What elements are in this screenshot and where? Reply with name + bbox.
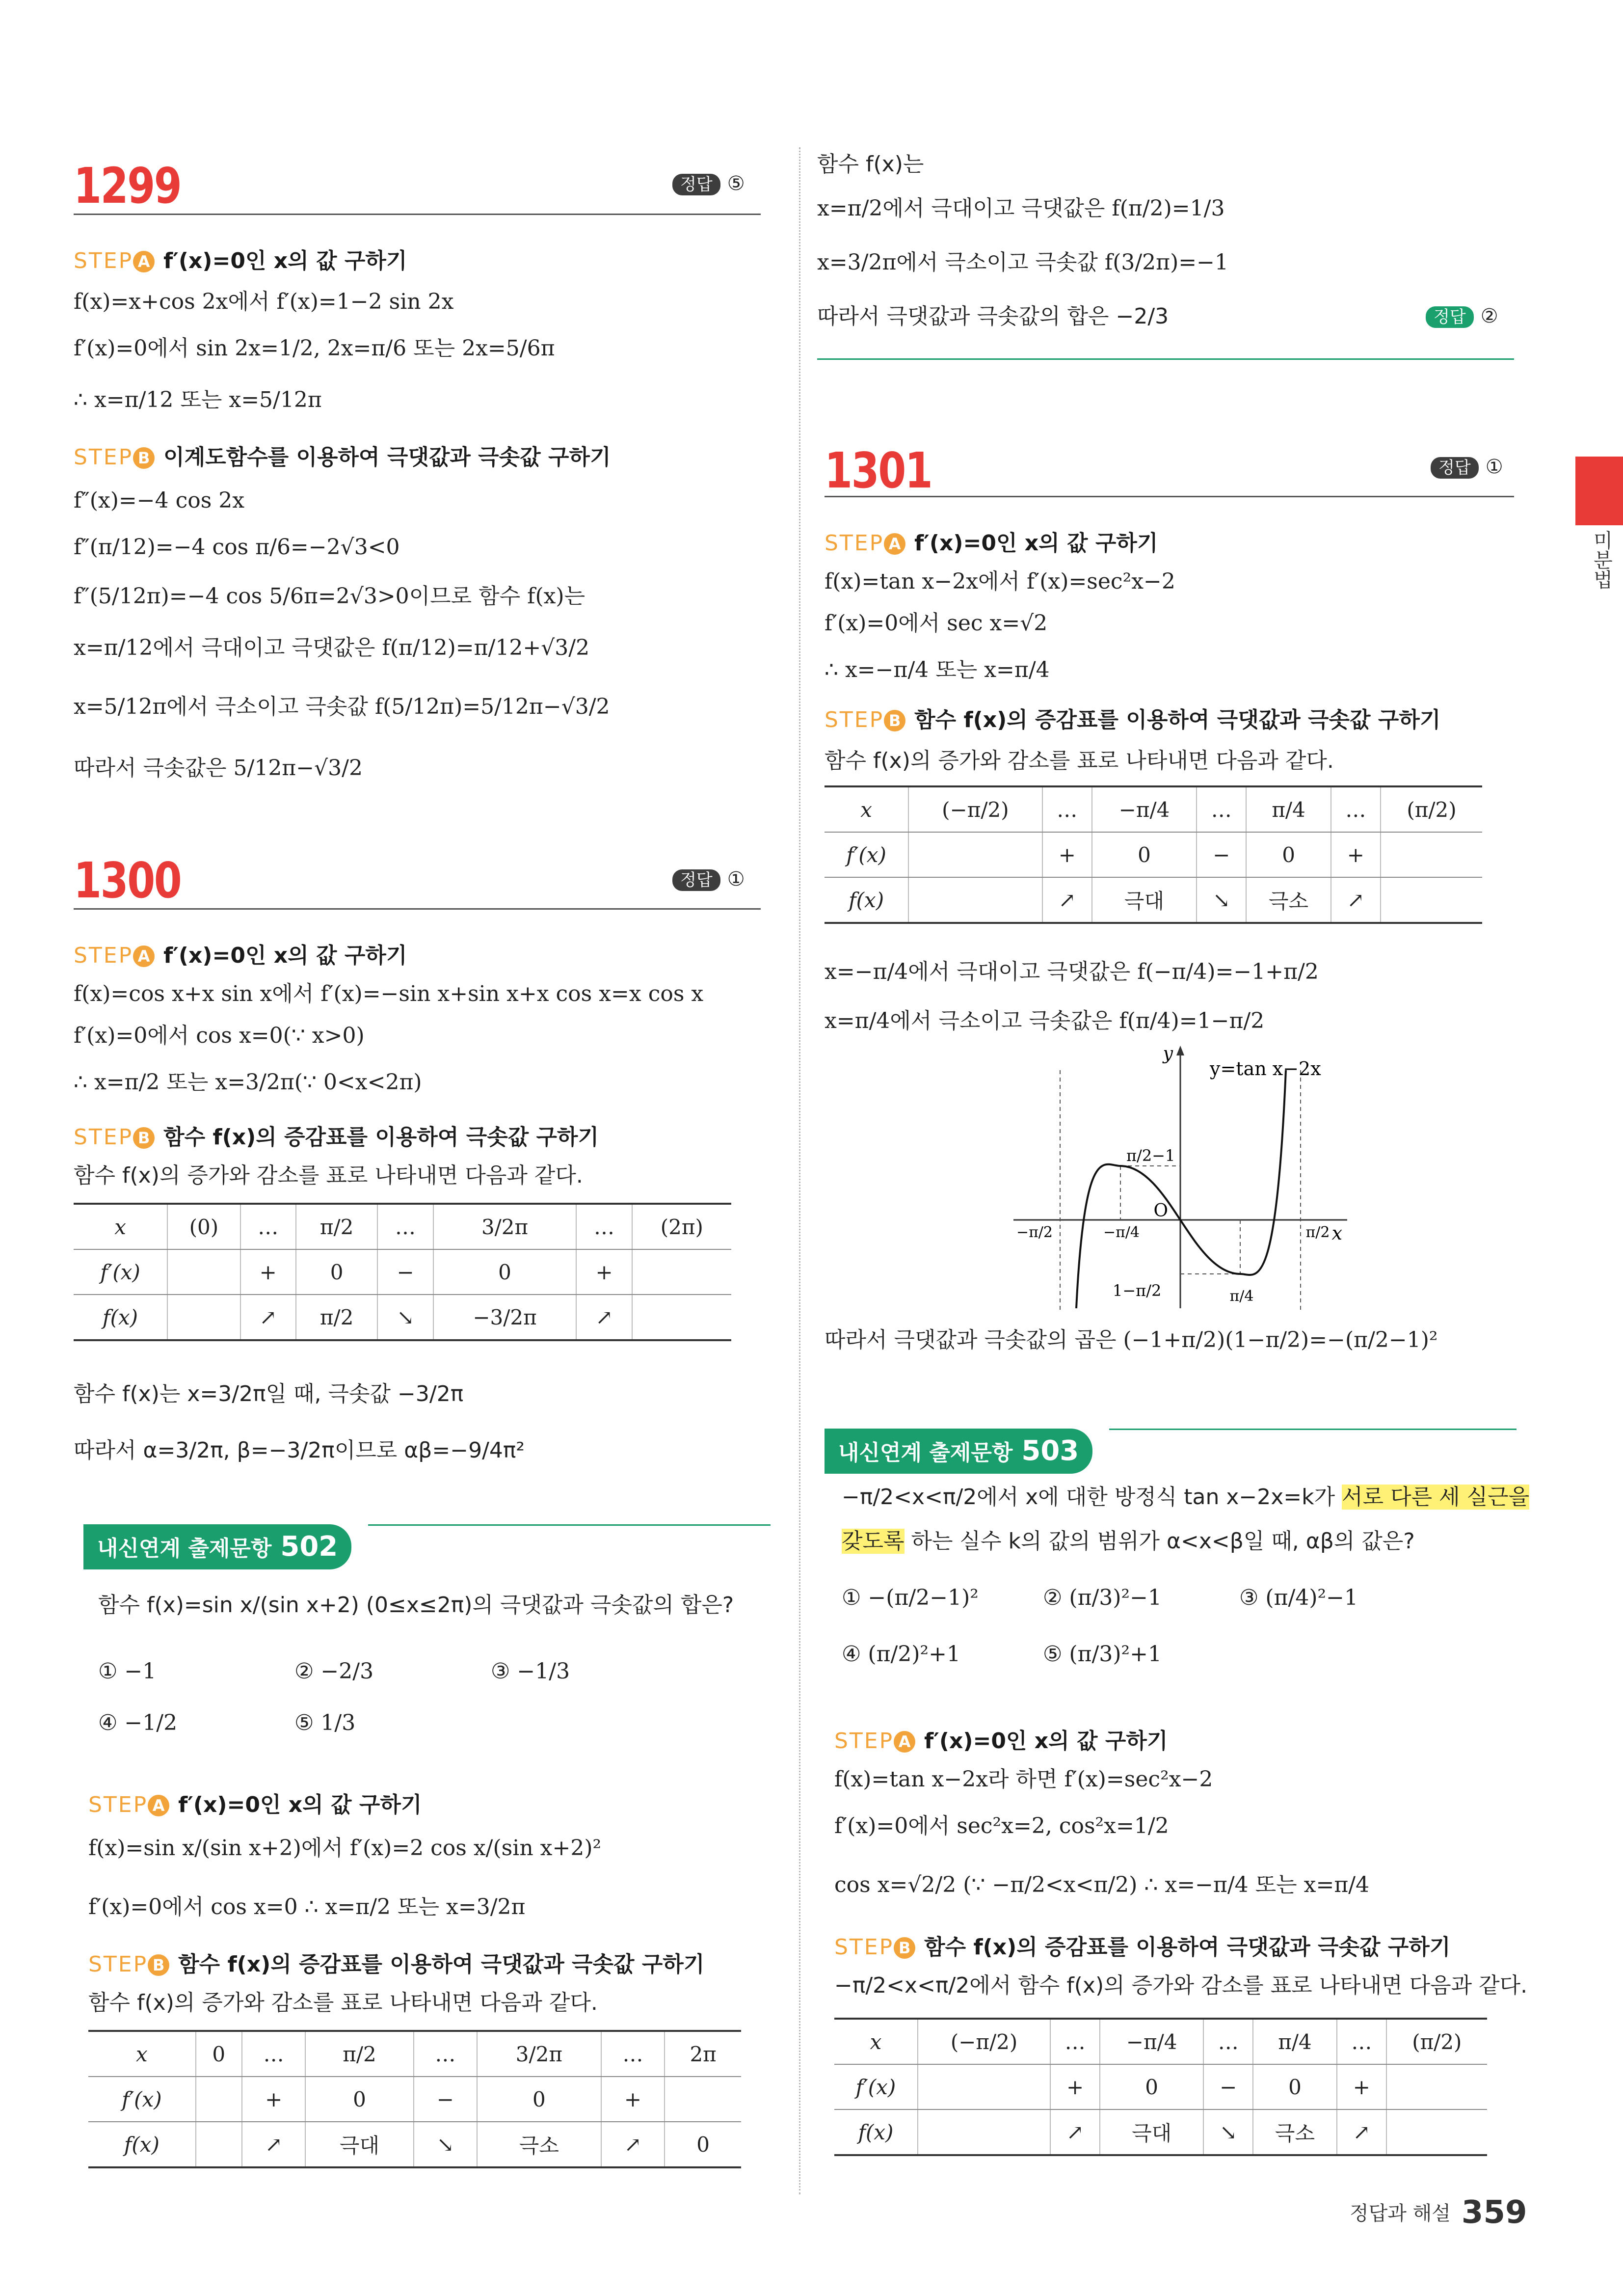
table-cell: − (1203, 2064, 1253, 2109)
step-b-marker: B (133, 447, 155, 469)
solution-line: f′(x)=0에서 sec x=√2 (825, 611, 1048, 636)
table-row (834, 2109, 1487, 2155)
table-cell: + (601, 2077, 665, 2122)
step-a-marker: A (894, 1731, 915, 1753)
question-part: −π/2<x<π/2에서 x에 대한 방정식 tan x−2x=k가 (842, 1485, 1342, 1510)
step-title: 함수 f(x)의 증감표를 이용하여 극댓값과 극솟값 구하기 (178, 1952, 705, 1977)
step-b-marker: B (148, 1954, 169, 1976)
variation-table (825, 785, 1482, 924)
tick-neg-half-pi: −π/2 (1016, 1224, 1053, 1241)
footer-label: 정답과 해설 (1350, 2202, 1451, 2225)
table-cell (167, 1295, 240, 1340)
function-graph (1004, 1041, 1347, 1316)
table-cell: 0 (1246, 832, 1330, 877)
table-row-header: f′(x) (74, 1249, 167, 1295)
choice-3: ③ (π/4)²−1 (1239, 1585, 1358, 1610)
y-axis-arrow (1176, 1046, 1184, 1055)
table-cell: 0 (1253, 2064, 1337, 2109)
solution-line: f(x)=sin x/(sin x+2)에서 f′(x)=2 cos x/(sin x+2)² (88, 1836, 602, 1861)
table-cell: … (242, 2031, 306, 2077)
table-cell: … (1331, 786, 1381, 832)
step-title: 함수 f(x)의 증감표를 이용하여 극댓값과 극솟값 구하기 (914, 707, 1441, 732)
table-intro: 함수 f(x)의 증가와 감소를 표로 나타내면 다음과 같다. (88, 1990, 598, 2015)
table-cell (1381, 877, 1482, 923)
table-cell: 극대 (1100, 2109, 1203, 2155)
choice-4: ④ −1/2 (98, 1710, 178, 1735)
step-title: 함수 f(x)의 증감표를 이용하여 극댓값과 극솟값 구하기 (924, 1935, 1451, 1960)
table-cell (1381, 832, 1482, 877)
step-word: STEP (834, 1935, 894, 1960)
page-footer (1350, 2194, 1527, 2231)
solution-line: f″(x)=−4 cos 2x (74, 488, 245, 513)
table-cell: … (601, 2031, 665, 2077)
table-cell: − (1197, 832, 1246, 877)
y-axis-label: y (1163, 1044, 1173, 1064)
table-cell (196, 2077, 242, 2122)
answer-badge-label: 정답 (672, 869, 720, 891)
choice-2: ② −2/3 (294, 1659, 374, 1684)
solution-line: x=π/12에서 극대이고 극댓값은 f(π/12)=π/12+√3/2 (74, 635, 590, 660)
table-cell: 극소 (1246, 877, 1330, 923)
choice-4: ④ (π/2)²+1 (842, 1642, 960, 1667)
step-a-marker: A (148, 1795, 169, 1816)
solution-line: x=3/2π에서 극소이고 극솟값 f(3/2π)=−1 (817, 250, 1228, 275)
min-value-label: 1−π/2 (1113, 1281, 1162, 1300)
table-cell: −3/2π (433, 1295, 577, 1340)
solution-line: f′(x)=0에서 cos x=0 ∴ x=π/2 또는 x=3/2π (88, 1894, 526, 1919)
solution-line: x=π/2에서 극대이고 극댓값은 f(π/2)=1/3 (817, 196, 1225, 221)
table-cell: 0 (296, 1249, 378, 1295)
solution-line: ∴ x=π/2 또는 x=3/2π(∵ 0<x<2π) (74, 1070, 422, 1095)
banner-label: 내신연계 출제문항 (838, 1440, 1013, 1465)
answer-badge-label: 정답 (1426, 306, 1474, 328)
table-cell (1386, 2109, 1487, 2155)
table-cell: 3/2π (477, 2031, 601, 2077)
column-divider (799, 147, 800, 2194)
table-cell: … (414, 2031, 478, 2077)
table-row (74, 1204, 731, 1249)
table-cell: −π/4 (1100, 2019, 1203, 2064)
step-word: STEP (74, 1125, 133, 1150)
step-title: f′(x)=0인 x의 값 구하기 (924, 1729, 1168, 1754)
tick-quarter-pi: π/4 (1229, 1288, 1254, 1305)
table-cell: + (1337, 2064, 1386, 2109)
table-row (88, 2122, 741, 2167)
tick-neg-quarter-pi: −π/4 (1103, 1224, 1140, 1241)
table-row-header: x (74, 1204, 167, 1249)
table-row-header: f′(x) (834, 2064, 918, 2109)
table-cell: 3/2π (433, 1204, 577, 1249)
solution-line: f″(5/12π)=−4 cos 5/6π=2√3>0이므로 함수 f(x)는 (74, 584, 585, 609)
table-cell: + (576, 1249, 632, 1295)
table-cell: ↘ (1203, 2109, 1253, 2155)
table-row (834, 2064, 1487, 2109)
table-row (88, 2077, 741, 2122)
step-word: STEP (88, 1952, 148, 1977)
table-cell: … (1050, 2019, 1100, 2064)
table-row-header: x (825, 786, 908, 832)
problem-rule (825, 496, 1514, 497)
table-cell: − (414, 2077, 478, 2122)
table-cell (908, 832, 1042, 877)
table-row-header: f(x) (88, 2122, 196, 2167)
solution-line: f″(π/12)=−4 cos π/6=−2√3<0 (74, 535, 400, 560)
table-row-header: f′(x) (88, 2077, 196, 2122)
step-b-heading (88, 1946, 704, 1978)
table-cell (918, 2064, 1050, 2109)
solution-line: x=π/4에서 극소이고 극솟값은 f(π/4)=1−π/2 (825, 1008, 1265, 1033)
table-cell: π/4 (1253, 2019, 1337, 2064)
table-cell: (2π) (632, 1204, 731, 1249)
table-cell: π/2 (296, 1204, 378, 1249)
table-cell: … (240, 1204, 296, 1249)
solution-line: 따라서 극솟값은 5/12π−√3/2 (74, 756, 363, 781)
table-cell: … (1203, 2019, 1253, 2064)
choice-5: ⑤ 1/3 (294, 1710, 356, 1735)
step-title: f′(x)=0인 x의 값 구하기 (163, 943, 407, 968)
solution-line: 따라서 α=3/2π, β=−3/2π이므로 αβ=−9/4π² (74, 1438, 525, 1463)
chapter-tab (1575, 457, 1623, 525)
choice-1: ① −(π/2−1)² (842, 1585, 979, 1610)
banner-number: 502 (280, 1531, 338, 1563)
table-cell: ↘ (414, 2122, 478, 2167)
variation-table (74, 1203, 731, 1341)
step-word: STEP (825, 707, 884, 732)
banner-number: 503 (1021, 1435, 1079, 1467)
problem-number: 1301 (825, 442, 932, 499)
curve-label: y=tan x−2x (1210, 1058, 1321, 1080)
problem-number: 1299 (74, 157, 181, 215)
step-a-heading (834, 1723, 1168, 1755)
table-cell: π/2 (296, 1295, 378, 1340)
table-cell: π/4 (1246, 786, 1330, 832)
step-title: 이계도함수를 이용하여 극댓값과 극솟값 구하기 (163, 445, 611, 470)
step-a-marker: A (133, 251, 155, 272)
solution-line: f′(x)=0에서 sin 2x=1/2, 2x=π/6 또는 2x=5/6π (74, 336, 555, 361)
solution-line: f′(x)=0에서 cos x=0(∵ x>0) (74, 1023, 365, 1048)
answer-badge (1431, 454, 1503, 478)
table-cell: (−π/2) (918, 2019, 1050, 2064)
step-a-marker: A (133, 945, 155, 967)
table-row (825, 786, 1482, 832)
answer-badge-value: ② (1480, 305, 1498, 327)
solution-line: 따라서 극댓값과 극솟값의 합은 −2/3 (817, 304, 1169, 329)
table-cell (632, 1249, 731, 1295)
table-cell: π/2 (305, 2031, 413, 2077)
table-cell (632, 1295, 731, 1340)
solution-line: ∴ x=π/12 또는 x=5/12π (74, 387, 322, 412)
table-cell: − (377, 1249, 433, 1295)
answer-badge-value: ① (727, 868, 745, 891)
table-row (825, 877, 1482, 923)
table-cell: 극대 (305, 2122, 413, 2167)
step-b-heading (825, 702, 1440, 733)
table-cell: 0 (305, 2077, 413, 2122)
table-row (88, 2031, 741, 2077)
table-cell: ↗ (1331, 877, 1381, 923)
step-b-marker: B (884, 710, 905, 731)
table-cell (908, 877, 1042, 923)
table-cell: (0) (167, 1204, 240, 1249)
answer-badge-label: 정답 (672, 174, 720, 195)
choice-1: ① −1 (98, 1659, 157, 1684)
choice-2: ② (π/3)²−1 (1043, 1585, 1162, 1610)
linked-question-banner (825, 1429, 1092, 1474)
solution-line: f(x)=x+cos 2x에서 f′(x)=1−2 sin 2x (74, 289, 454, 314)
table-cell: + (240, 1249, 296, 1295)
max-value-label: π/2−1 (1126, 1146, 1175, 1165)
problem-rule (74, 214, 761, 215)
step-word: STEP (74, 445, 133, 470)
answer-badge (672, 171, 745, 195)
table-cell: ↘ (1197, 877, 1246, 923)
step-a-heading (825, 525, 1158, 557)
solution-line: ∴ x=−π/4 또는 x=π/4 (825, 657, 1050, 682)
step-word: STEP (88, 1792, 148, 1817)
table-cell: + (1042, 832, 1092, 877)
step-b-marker: B (133, 1127, 155, 1149)
table-row-header: f(x) (74, 1295, 167, 1340)
step-b-heading (74, 1119, 599, 1151)
table-cell: 0 (196, 2031, 242, 2077)
table-cell: … (1042, 786, 1092, 832)
answer-badge-value: ① (1485, 456, 1503, 478)
step-b-heading (834, 1929, 1450, 1961)
table-cell (167, 1249, 240, 1295)
table-cell: ↗ (1050, 2109, 1100, 2155)
table-cell: … (1197, 786, 1246, 832)
answer-badge (1426, 303, 1498, 327)
solution-line: f(x)=tan x−2x라 하면 f′(x)=sec²x−2 (834, 1767, 1213, 1792)
step-title: 함수 f(x)의 증감표를 이용하여 극솟값 구하기 (163, 1125, 599, 1150)
table-cell: 0 (433, 1249, 577, 1295)
table-cell: 극소 (1253, 2109, 1337, 2155)
table-cell: (−π/2) (908, 786, 1042, 832)
table-intro: 함수 f(x)의 증가와 감소를 표로 나타내면 다음과 같다. (74, 1163, 583, 1188)
table-cell: ↗ (1337, 2109, 1386, 2155)
table-row (825, 832, 1482, 877)
solution-line: f(x)=cos x+x sin x에서 f′(x)=−sin x+sin x+x cos x=x cos x (74, 981, 704, 1006)
question-text (842, 1483, 1529, 1512)
step-a-marker: A (884, 533, 905, 555)
step-a-heading (88, 1787, 422, 1818)
solution-line: cos x=√2/2 (∵ −π/2<x<π/2) ∴ x=−π/4 또는 x=π/4 (834, 1872, 1370, 1897)
table-cell: 0 (477, 2077, 601, 2122)
step-a-heading (74, 243, 407, 274)
table-cell: ↗ (576, 1295, 632, 1340)
table-cell: + (1050, 2064, 1100, 2109)
table-row-header: x (834, 2019, 918, 2064)
problem-rule (74, 908, 761, 910)
table-cell: 극대 (1092, 877, 1197, 923)
table-cell: 극소 (477, 2122, 601, 2167)
problem-number: 1300 (74, 852, 181, 909)
solution-line: 따라서 극댓값과 극솟값의 곱은 (−1+π/2)(1−π/2)=−(π/2−1)² (825, 1327, 1438, 1352)
variation-table (88, 2030, 741, 2168)
choice-5: ⑤ (π/3)²+1 (1043, 1642, 1162, 1667)
answer-badge-label: 정답 (1431, 457, 1479, 479)
table-cell: ↗ (240, 1295, 296, 1340)
table-row-header: f′(x) (825, 832, 908, 877)
table-cell (1386, 2064, 1487, 2109)
solution-line: 함수 f(x)는 (817, 152, 924, 177)
solution-line: x=5/12π에서 극소이고 극솟값 f(5/12π)=5/12π−√3/2 (74, 694, 610, 719)
x-axis-label: x (1331, 1222, 1342, 1244)
table-row-header: x (88, 2031, 196, 2077)
step-title: f′(x)=0인 x의 값 구하기 (914, 531, 1158, 556)
table-cell: 2π (665, 2031, 741, 2077)
table-cell: ↗ (601, 2122, 665, 2167)
linked-question-banner (83, 1524, 351, 1569)
solution-line: f′(x)=0에서 sec²x=2, cos²x=1/2 (834, 1813, 1169, 1838)
answer-badge (672, 866, 745, 891)
banner-rule (368, 1524, 771, 1526)
banner-rule (1109, 1429, 1517, 1430)
table-cell: … (576, 1204, 632, 1249)
step-word: STEP (74, 248, 133, 273)
variation-table (834, 2018, 1487, 2156)
table-row-header: f(x) (825, 877, 908, 923)
step-b-marker: B (894, 1937, 915, 1959)
solution-line: x=−π/4에서 극대이고 극댓값은 f(−π/4)=−1+π/2 (825, 959, 1319, 984)
table-cell: … (377, 1204, 433, 1249)
section-rule (817, 358, 1514, 360)
table-intro: 함수 f(x)의 증가와 감소를 표로 나타내면 다음과 같다. (825, 748, 1334, 773)
step-word: STEP (834, 1729, 894, 1754)
step-a-heading (74, 938, 407, 969)
table-cell (665, 2077, 741, 2122)
solution-line: 함수 f(x)는 x=3/2π일 때, 극솟값 −3/2π (74, 1381, 464, 1406)
question-highlight: 갖도록 (842, 1529, 905, 1554)
step-b-heading (74, 439, 611, 471)
answer-badge-value: ⑤ (727, 172, 745, 195)
table-row (74, 1295, 731, 1340)
question-part: 하는 실수 k의 값의 범위가 α<x<β일 때, αβ의 값은? (904, 1529, 1415, 1554)
origin-label: O (1153, 1201, 1168, 1221)
table-cell: (π/2) (1386, 2019, 1487, 2064)
step-title: f′(x)=0인 x의 값 구하기 (178, 1792, 422, 1817)
question-text-cont (842, 1527, 1415, 1556)
table-cell: … (1337, 2019, 1386, 2064)
table-cell (918, 2109, 1050, 2155)
table-row (74, 1249, 731, 1295)
solution-line: f(x)=tan x−2x에서 f′(x)=sec²x−2 (825, 569, 1175, 594)
table-cell: + (1331, 832, 1381, 877)
table-cell: + (242, 2077, 306, 2122)
tick-half-pi: π/2 (1305, 1224, 1330, 1241)
choice-3: ③ −1/3 (491, 1659, 570, 1684)
table-intro: −π/2<x<π/2에서 함수 f(x)의 증가와 감소를 표로 나타내면 다음과 같다. (834, 1973, 1528, 1998)
table-cell: ↗ (1042, 877, 1092, 923)
table-cell: 0 (1100, 2064, 1203, 2109)
table-cell: 0 (665, 2122, 741, 2167)
chapter-tab-label: 미분법 (1590, 530, 1613, 589)
question-text: 함수 f(x)=sin x/(sin x+2) (0≤x≤2π)의 극댓값과 극솟값의 합은? (98, 1593, 734, 1618)
table-cell (196, 2122, 242, 2167)
table-cell: −π/4 (1092, 786, 1197, 832)
step-word: STEP (825, 531, 884, 556)
table-row (834, 2019, 1487, 2064)
step-title: f′(x)=0인 x의 값 구하기 (163, 248, 407, 273)
page-number: 359 (1461, 2194, 1527, 2231)
table-row-header: f(x) (834, 2109, 918, 2155)
step-word: STEP (74, 943, 133, 968)
table-cell: (π/2) (1381, 786, 1482, 832)
question-highlight: 서로 다른 세 실근을 (1342, 1485, 1530, 1510)
table-cell: ↘ (377, 1295, 433, 1340)
table-cell: ↗ (242, 2122, 306, 2167)
banner-label: 내신연계 출제문항 (97, 1536, 272, 1561)
table-cell: 0 (1092, 832, 1197, 877)
